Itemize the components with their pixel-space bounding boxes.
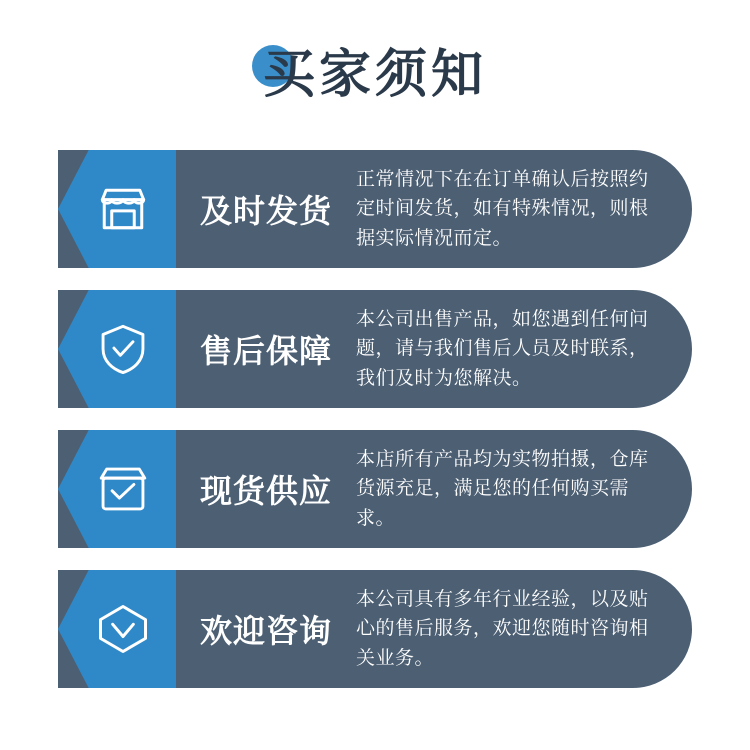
notice-item-aftersales	[58, 290, 692, 408]
notice-item-desc: 正常情况下在在订单确认后按照约定时间发货，如有特殊情况，则根据实际情况而定。	[356, 168, 649, 249]
notice-item-stock	[58, 430, 692, 548]
notice-item-label: 现货供应	[199, 473, 332, 509]
page-title: 买家须知	[262, 46, 487, 104]
notice-item-label: 欢迎咨询	[199, 613, 332, 649]
page-title-section	[0, 0, 750, 150]
notice-item-desc: 本公司出售产品，如您遇到任何问题，请与我们售后人员及时联系，我们及时为您解决。	[356, 308, 649, 389]
notice-item-desc: 本公司具有多年行业经验，以及贴心的售后服务，欢迎您随时咨询相关业务。	[356, 588, 649, 669]
notice-item-shipping	[58, 150, 692, 268]
notice-item-desc: 本店所有产品均为实物拍摄，仓库货源充足，满足您的任何购买需求。	[356, 448, 649, 529]
notice-item-label: 售后保障	[199, 333, 332, 369]
notice-list	[0, 150, 750, 688]
notice-item-label: 及时发货	[199, 193, 332, 229]
notice-item-consult	[58, 570, 692, 688]
